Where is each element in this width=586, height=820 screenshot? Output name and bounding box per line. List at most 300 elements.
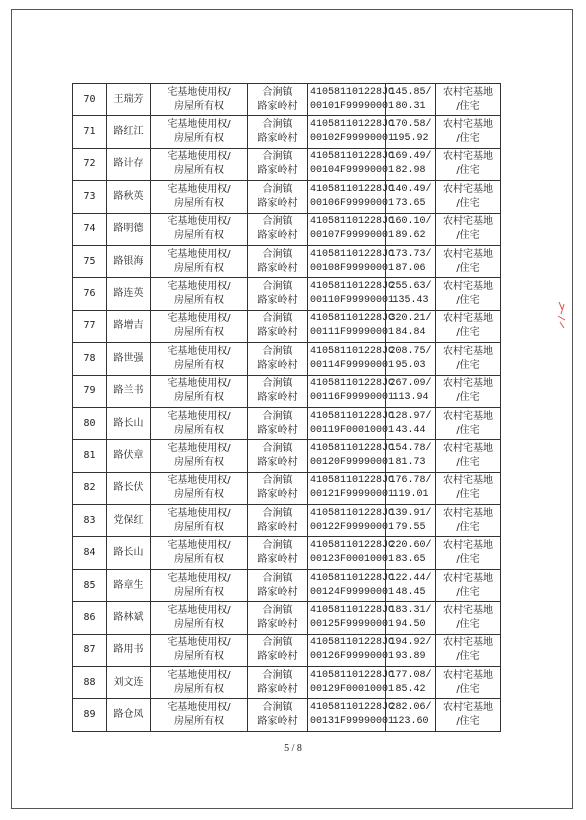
parcel-code: [308, 699, 395, 731]
parcel-code-line: 00123F00010001: [310, 554, 395, 566]
location-line: 合涧镇: [262, 281, 293, 293]
area-values-line: 177.08/: [389, 669, 432, 681]
owner-name: 路连英: [107, 278, 151, 310]
area-values-line: 122.44/: [389, 572, 432, 584]
location-line: 路家岭村: [257, 618, 298, 630]
land-use-line: 农村宅基地: [443, 604, 493, 616]
land-use-line: /住宅: [456, 618, 480, 630]
land-use-line: 农村宅基地: [443, 313, 493, 325]
area-values-line: 145.85/: [389, 86, 432, 98]
right-type-line: 房屋所有权: [174, 262, 224, 274]
land-use: [436, 472, 501, 504]
table-row: [73, 634, 501, 666]
parcel-code-line: 410581101228JC: [310, 183, 395, 195]
land-use-line: 农村宅基地: [443, 410, 493, 422]
right-type-line: 宅基地使用权/: [167, 281, 231, 293]
right-type: [151, 310, 248, 342]
area-values-line: 282.06/: [389, 702, 432, 714]
table-row: [73, 148, 501, 180]
location-line: 合涧镇: [262, 572, 293, 584]
table-row: [73, 667, 501, 699]
location: [248, 505, 308, 537]
area-values: [386, 699, 436, 731]
land-use-line: /住宅: [456, 586, 480, 598]
right-type-line: 房屋所有权: [174, 489, 224, 501]
right-type-line: 宅基地使用权/: [167, 572, 231, 584]
table-row: [73, 116, 501, 148]
location-line: 合涧镇: [262, 669, 293, 681]
registry-rows: [73, 84, 501, 732]
parcel-code: [308, 472, 395, 504]
land-use: [436, 634, 501, 666]
right-type-line: 房屋所有权: [174, 230, 224, 242]
land-use-line: 农村宅基地: [443, 669, 493, 681]
location-line: 合涧镇: [262, 540, 293, 552]
area-values-line: 83.65: [395, 554, 426, 566]
right-type-line: 房屋所有权: [174, 521, 224, 533]
table-row: [73, 699, 501, 731]
area-values-line: 82.98: [395, 165, 426, 177]
right-type-line: 宅基地使用权/: [167, 702, 231, 714]
land-use-line: /住宅: [456, 683, 480, 695]
land-use: [436, 602, 501, 634]
row-number: 79: [73, 375, 107, 407]
parcel-code-line: 00122F99990001: [310, 521, 395, 533]
owner-name: 路用书: [107, 634, 151, 666]
right-type: [151, 181, 248, 213]
land-use-line: /住宅: [456, 327, 480, 339]
right-type: [151, 505, 248, 537]
area-values-line: 85.42: [395, 683, 426, 695]
table-row: [73, 505, 501, 537]
right-type: [151, 84, 248, 116]
location: [248, 537, 308, 569]
table-row: [73, 213, 501, 245]
area-values-line: 113.94: [392, 392, 429, 404]
location-line: 合涧镇: [262, 702, 293, 714]
right-type: [151, 148, 248, 180]
area-values-line: 320.21/: [389, 313, 432, 325]
location: [248, 375, 308, 407]
parcel-code-line: 410581101228JC: [310, 313, 395, 325]
area-values-line: 84.84: [395, 327, 426, 339]
location: [248, 667, 308, 699]
table-row: [73, 472, 501, 504]
right-type: [151, 602, 248, 634]
right-type-line: 房屋所有权: [174, 197, 224, 209]
land-use-line: /住宅: [456, 651, 480, 663]
land-use-line: /住宅: [456, 295, 480, 307]
right-type: [151, 667, 248, 699]
table-row: [73, 602, 501, 634]
land-use: [436, 569, 501, 601]
row-number: 72: [73, 148, 107, 180]
right-type: [151, 375, 248, 407]
area-values-line: 267.09/: [389, 378, 432, 390]
parcel-code-line: 00111F99990001: [310, 327, 395, 339]
right-type: [151, 116, 248, 148]
right-type-line: 宅基地使用权/: [167, 183, 231, 195]
owner-name: 路增吉: [107, 310, 151, 342]
parcel-code: [308, 440, 395, 472]
right-type-line: 宅基地使用权/: [167, 475, 231, 487]
land-use-line: 农村宅基地: [443, 702, 493, 714]
parcel-code-line: 00131F99990001: [310, 716, 395, 728]
table-row: [73, 181, 501, 213]
right-type-line: 宅基地使用权/: [167, 410, 231, 422]
right-type-line: 宅基地使用权/: [167, 151, 231, 163]
land-use-line: /住宅: [456, 100, 480, 112]
right-type: [151, 407, 248, 439]
location-line: 路家岭村: [257, 327, 298, 339]
location-line: 合涧镇: [262, 86, 293, 98]
parcel-code-line: 00124F99990001: [310, 586, 395, 598]
right-type-line: 房屋所有权: [174, 100, 224, 112]
parcel-code-line: 00104F99990001: [310, 165, 395, 177]
table-row: [73, 245, 501, 277]
area-values-line: 80.31: [395, 100, 426, 112]
right-type-line: 房屋所有权: [174, 165, 224, 177]
land-use-line: 农村宅基地: [443, 442, 493, 454]
parcel-code: [308, 116, 395, 148]
area-values-line: 255.63/: [389, 281, 432, 293]
right-type-line: 房屋所有权: [174, 618, 224, 630]
parcel-code: [308, 537, 395, 569]
table-row: [73, 278, 501, 310]
row-number: 70: [73, 84, 107, 116]
table-row: [73, 343, 501, 375]
right-type: [151, 213, 248, 245]
location-line: 路家岭村: [257, 100, 298, 112]
land-use-line: 农村宅基地: [443, 378, 493, 390]
area-values-line: 87.06: [395, 262, 426, 274]
area-values-line: 195.92: [392, 133, 429, 145]
owner-name: 路长山: [107, 407, 151, 439]
area-values-line: 73.65: [395, 197, 426, 209]
land-use-line: /住宅: [456, 521, 480, 533]
parcel-code-line: 00125F99990001: [310, 618, 395, 630]
land-use: [436, 407, 501, 439]
row-number: 83: [73, 505, 107, 537]
parcel-code: [308, 569, 395, 601]
parcel-code-line: 410581101228JC: [310, 86, 395, 98]
parcel-code: [308, 343, 395, 375]
location-line: 合涧镇: [262, 378, 293, 390]
parcel-code-line: 410581101228JC: [310, 572, 395, 584]
location: [248, 602, 308, 634]
land-use-line: /住宅: [456, 197, 480, 209]
right-type: [151, 634, 248, 666]
parcel-code-line: 410581101228JC: [310, 216, 395, 228]
area-values-line: 194.92/: [389, 637, 432, 649]
owner-name: 路林斌: [107, 602, 151, 634]
owner-name: 路仓凤: [107, 699, 151, 731]
location-line: 路家岭村: [257, 456, 298, 468]
owner-name: 路世强: [107, 343, 151, 375]
right-type-line: 房屋所有权: [174, 424, 224, 436]
location-line: 路家岭村: [257, 295, 298, 307]
right-type-line: 宅基地使用权/: [167, 248, 231, 260]
location: [248, 148, 308, 180]
location-line: 路家岭村: [257, 586, 298, 598]
area-values-line: 173.73/: [389, 248, 432, 260]
land-use-line: 农村宅基地: [443, 507, 493, 519]
area-values-line: 89.62: [395, 230, 426, 242]
area-values: [386, 278, 436, 310]
land-use-line: /住宅: [456, 489, 480, 501]
right-type-line: 房屋所有权: [174, 359, 224, 371]
parcel-code-line: 00106F99990001: [310, 197, 395, 209]
stamp-fragment-icon: [556, 300, 568, 330]
row-number: 89: [73, 699, 107, 731]
location: [248, 213, 308, 245]
land-use-line: 农村宅基地: [443, 119, 493, 131]
table-row: [73, 537, 501, 569]
registry-table: [72, 83, 501, 732]
parcel-code-line: 410581101228JC: [310, 410, 395, 422]
location-line: 合涧镇: [262, 119, 293, 131]
owner-name: 路兰书: [107, 375, 151, 407]
land-use-line: /住宅: [456, 554, 480, 566]
right-type: [151, 343, 248, 375]
right-type-line: 宅基地使用权/: [167, 86, 231, 98]
land-use: [436, 310, 501, 342]
parcel-code: [308, 84, 395, 116]
owner-name: 王瑞芳: [107, 84, 151, 116]
owner-name: 党保红: [107, 505, 151, 537]
parcel-code-line: 00101F99990001: [310, 100, 395, 112]
parcel-code-line: 00102F99990001: [310, 133, 395, 145]
right-type-line: 房屋所有权: [174, 651, 224, 663]
location: [248, 407, 308, 439]
land-use-line: 农村宅基地: [443, 281, 493, 293]
right-type: [151, 699, 248, 731]
land-use: [436, 245, 501, 277]
land-use-line: 农村宅基地: [443, 475, 493, 487]
parcel-code: [308, 181, 395, 213]
table-row: [73, 407, 501, 439]
location: [248, 569, 308, 601]
row-number: 78: [73, 343, 107, 375]
location: [248, 472, 308, 504]
row-number: 87: [73, 634, 107, 666]
area-values-line: 208.75/: [389, 345, 432, 357]
location: [248, 278, 308, 310]
land-use-line: 农村宅基地: [443, 183, 493, 195]
land-use-line: /住宅: [456, 165, 480, 177]
location-line: 合涧镇: [262, 475, 293, 487]
location-line: 路家岭村: [257, 683, 298, 695]
parcel-code-line: 410581101228JC: [310, 345, 395, 357]
area-values-line: 81.73: [395, 456, 426, 468]
land-use-line: 农村宅基地: [443, 151, 493, 163]
area-values-line: 79.55: [395, 521, 426, 533]
table-row: [73, 375, 501, 407]
row-number: 75: [73, 245, 107, 277]
land-use: [436, 667, 501, 699]
parcel-code: [308, 375, 395, 407]
area-values-line: 220.60/: [389, 540, 432, 552]
right-type-line: 房屋所有权: [174, 586, 224, 598]
right-type-line: 宅基地使用权/: [167, 378, 231, 390]
area-values-line: 140.49/: [389, 183, 432, 195]
location: [248, 245, 308, 277]
right-type-line: 宅基地使用权/: [167, 604, 231, 616]
location: [248, 310, 308, 342]
land-use-line: /住宅: [456, 133, 480, 145]
location-line: 合涧镇: [262, 151, 293, 163]
location-line: 路家岭村: [257, 197, 298, 209]
location-line: 合涧镇: [262, 442, 293, 454]
right-type-line: 房屋所有权: [174, 133, 224, 145]
area-values-line: 119.01: [392, 489, 429, 501]
right-type-line: 房屋所有权: [174, 456, 224, 468]
area-values-line: 176.78/: [389, 475, 432, 487]
location-line: 路家岭村: [257, 424, 298, 436]
parcel-code: [308, 310, 395, 342]
land-use-line: /住宅: [456, 359, 480, 371]
location-line: 路家岭村: [257, 554, 298, 566]
location-line: 路家岭村: [257, 392, 298, 404]
location-line: 路家岭村: [257, 133, 298, 145]
owner-name: 路秋英: [107, 181, 151, 213]
land-use: [436, 505, 501, 537]
parcel-code: [308, 667, 395, 699]
location-line: 路家岭村: [257, 489, 298, 501]
location-line: 路家岭村: [257, 262, 298, 274]
parcel-code-line: 00126F99990001: [310, 651, 395, 663]
land-use: [436, 278, 501, 310]
row-number: 82: [73, 472, 107, 504]
area-values-line: 183.31/: [389, 604, 432, 616]
location-line: 合涧镇: [262, 313, 293, 325]
table-row: [73, 569, 501, 601]
location: [248, 181, 308, 213]
area-values-line: 169.49/: [389, 151, 432, 163]
parcel-code: [308, 602, 395, 634]
parcel-code-line: 410581101228JC: [310, 281, 395, 293]
right-type: [151, 440, 248, 472]
row-number: 85: [73, 569, 107, 601]
location-line: 路家岭村: [257, 165, 298, 177]
parcel-code-line: 00110F99990001: [310, 295, 395, 307]
right-type: [151, 245, 248, 277]
land-use: [436, 343, 501, 375]
right-type: [151, 537, 248, 569]
land-use-line: /住宅: [456, 262, 480, 274]
area-values-line: 94.50: [395, 618, 426, 630]
parcel-code-line: 00129F00010001: [310, 683, 395, 695]
location: [248, 634, 308, 666]
location-line: 合涧镇: [262, 345, 293, 357]
right-type-line: 宅基地使用权/: [167, 540, 231, 552]
right-type: [151, 472, 248, 504]
row-number: 77: [73, 310, 107, 342]
row-number: 88: [73, 667, 107, 699]
land-use: [436, 375, 501, 407]
owner-name: 路章生: [107, 569, 151, 601]
parcel-code-line: 410581101228JC: [310, 507, 395, 519]
location-line: 合涧镇: [262, 248, 293, 260]
parcel-code: [308, 213, 395, 245]
parcel-code: [308, 278, 395, 310]
parcel-code: [308, 505, 395, 537]
right-type-line: 房屋所有权: [174, 392, 224, 404]
area-values-line: 170.58/: [389, 119, 432, 131]
parcel-code-line: 00119F00010001: [310, 424, 395, 436]
land-use: [436, 699, 501, 731]
parcel-code-line: 00120F99990001: [310, 456, 395, 468]
land-use-line: 农村宅基地: [443, 540, 493, 552]
land-use: [436, 181, 501, 213]
row-number: 74: [73, 213, 107, 245]
row-number: 71: [73, 116, 107, 148]
red-stamp-mark: [556, 300, 568, 330]
right-type: [151, 569, 248, 601]
parcel-code-line: 410581101228JC: [310, 604, 395, 616]
parcel-code-line: 410581101228JC: [310, 378, 395, 390]
location-line: 路家岭村: [257, 359, 298, 371]
location-line: 合涧镇: [262, 637, 293, 649]
parcel-code-line: 410581101228JC: [310, 475, 395, 487]
land-use-line: /住宅: [456, 456, 480, 468]
area-values: [386, 116, 436, 148]
parcel-code-line: 00107F99990001: [310, 230, 395, 242]
owner-name: 路银海: [107, 245, 151, 277]
parcel-code-line: 410581101228JC: [310, 119, 395, 131]
parcel-code-line: 410581101228JC: [310, 637, 395, 649]
row-number: 80: [73, 407, 107, 439]
owner-name: 刘文连: [107, 667, 151, 699]
area-values-line: 43.44: [395, 424, 426, 436]
row-number: 76: [73, 278, 107, 310]
land-use: [436, 84, 501, 116]
owner-name: 路长伏: [107, 472, 151, 504]
area-values-line: 135.43: [392, 295, 429, 307]
location: [248, 699, 308, 731]
parcel-code-line: 00108F99990001: [310, 262, 395, 274]
right-type-line: 宅基地使用权/: [167, 507, 231, 519]
area-values-line: 48.45: [395, 586, 426, 598]
land-use-line: /住宅: [456, 424, 480, 436]
parcel-code-line: 410581101228JC: [310, 669, 395, 681]
land-use-line: 农村宅基地: [443, 572, 493, 584]
location-line: 路家岭村: [257, 716, 298, 728]
right-type-line: 房屋所有权: [174, 683, 224, 695]
parcel-code-line: 00121F99990001: [310, 489, 395, 501]
location: [248, 84, 308, 116]
land-use-line: /住宅: [456, 230, 480, 242]
right-type-line: 宅基地使用权/: [167, 637, 231, 649]
area-values-line: 93.89: [395, 651, 426, 663]
land-use-line: /住宅: [456, 716, 480, 728]
right-type-line: 宅基地使用权/: [167, 442, 231, 454]
land-use-line: 农村宅基地: [443, 637, 493, 649]
area-values-line: 128.97/: [389, 410, 432, 422]
land-use-line: 农村宅基地: [443, 345, 493, 357]
land-use-line: 农村宅基地: [443, 86, 493, 98]
right-type-line: 房屋所有权: [174, 716, 224, 728]
right-type: [151, 278, 248, 310]
land-use: [436, 148, 501, 180]
owner-name: 路长山: [107, 537, 151, 569]
location-line: 合涧镇: [262, 216, 293, 228]
parcel-code-line: 00114F99990001: [310, 359, 395, 371]
land-use-line: /住宅: [456, 392, 480, 404]
area-values-line: 123.60: [392, 716, 429, 728]
area-values: [386, 375, 436, 407]
table-row: [73, 84, 501, 116]
